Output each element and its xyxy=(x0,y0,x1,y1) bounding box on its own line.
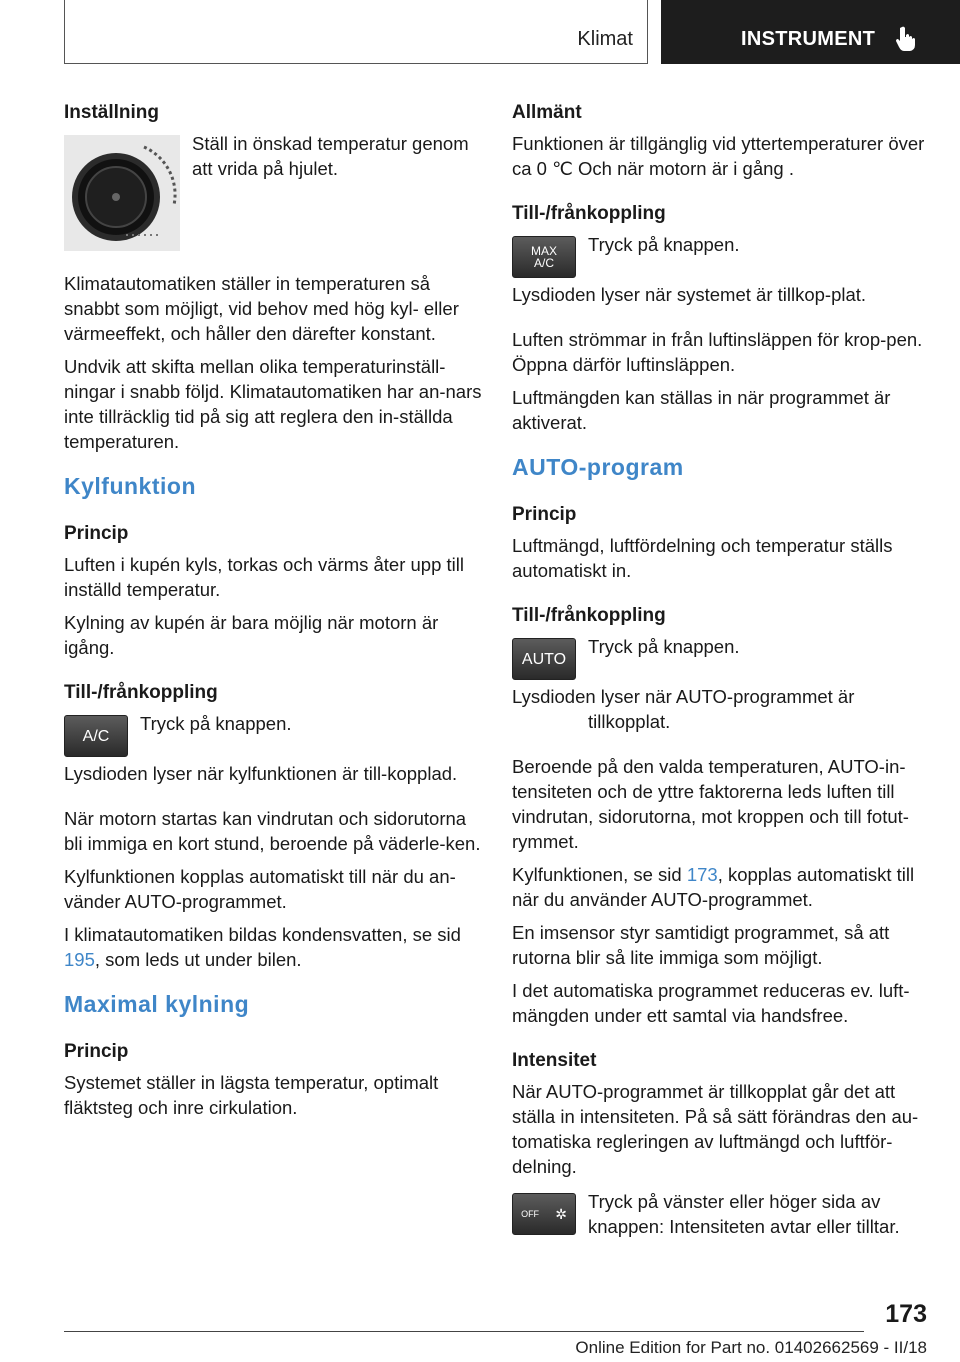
max-paragraph-1: Luften strömmar in från luftinsläppen för krop-pen. Öppna därför luftinsläppen. xyxy=(512,329,923,375)
auto-step-1: Tryck på knappen. xyxy=(588,636,740,657)
auto-paragraph-4: I det automatiska programmet reduceras ev. luft-mängden under ett samtal via handsfree. xyxy=(512,980,910,1026)
allmant-title: Allmänt xyxy=(512,102,582,123)
installning-paragraph-1: Klimatautomatiken ställer in temperaturen så snabbt som möjligt, vid behov med hög kyl- eller värmeeffekt, och håller den därefter konstant. xyxy=(64,273,459,344)
kylfunktion-princip-p1: Luften i kupén kyls, torkas och värms åter upp till inställd temperatur. xyxy=(64,554,464,600)
max-step-2: Lysdioden lyser när systemet är tillkop-plat. xyxy=(512,284,867,305)
kylfunktion-paragraph-3: När motorn startas kan vindrutan och sidorutorna bli immiga en kort stund, beroende på väderle-ken. xyxy=(64,808,481,854)
auto-princip-p1: Luftmängd, luftfördelning och temperatur ställs automatiskt in. xyxy=(512,535,893,581)
auto-paragraph-3: En imsensor styr samtidigt programmet, så att rutorna blir så lite immiga som möjligt. xyxy=(512,922,890,968)
kylfunktion-paragraph-4: Kylfunktionen kopplas automatiskt till när du an-vänder AUTO-programmet. xyxy=(64,866,456,912)
page-link-195[interactable]: 195 xyxy=(64,949,95,970)
kylfunktion-heading: Kylfunktion xyxy=(64,473,196,499)
maximal-princip-title: Princip xyxy=(64,1041,129,1062)
maximal-heading: Maximal kylning xyxy=(64,991,250,1017)
maximal-princip-p1: Systemet ställer in lägsta temperatur, optimalt fläktsteg och inre cirkulation. xyxy=(64,1072,439,1118)
kylfunktion-princip-title: Princip xyxy=(64,523,129,544)
max-paragraph-2: Luftmängden kan ställas in när programmet är aktiverat. xyxy=(512,387,891,433)
allmant-paragraph: Funktionen är tillgänglig vid yttertemperaturer över ca 0 ℃ Och när motorn är i gång . xyxy=(512,133,925,179)
header-tab-instrument[interactable] xyxy=(661,0,960,64)
max-ac-button-figure xyxy=(512,232,932,278)
max-ac-button-image: MAX A/C xyxy=(512,236,576,278)
kylfunktion-step-1: Tryck på knappen. xyxy=(140,713,292,734)
intensity-button-figure xyxy=(512,1189,932,1247)
intensity-button-image xyxy=(512,1193,576,1235)
intensitet-title: Intensitet xyxy=(512,1050,597,1071)
page-number: 173 xyxy=(885,1300,927,1328)
page-link-173[interactable]: 173 xyxy=(686,864,718,885)
footer-edition: Online Edition for Part no. 01402662569 - II/18 xyxy=(575,1338,927,1357)
right-column xyxy=(512,100,932,1255)
intensitet-caption: Tryck på vänster eller höger sida av knappen: Intensiteten avtar eller tilltar. xyxy=(588,1191,900,1237)
left-column xyxy=(64,100,482,1128)
kylfunktion-toggle-title: Till-/frånkoppling xyxy=(64,682,218,703)
auto-princip-title: Princip xyxy=(512,504,577,525)
intensitet-paragraph: När AUTO-programmet är tillkopplat går det att ställa in intensiteten. På så sätt förändras den au-tomatiska regleringen av luftmängd och luftför-delning. xyxy=(512,1081,919,1177)
header-section-box xyxy=(64,0,648,64)
temperature-wheel-icon xyxy=(64,135,180,251)
auto-button-figure xyxy=(512,634,932,680)
intensity-off-label: OFF xyxy=(521,1208,540,1219)
temperature-wheel-figure xyxy=(64,131,482,251)
max-step-1: Tryck på knappen. xyxy=(588,234,740,255)
header-tab-label: INSTRUMENT xyxy=(741,28,876,50)
auto-step-2: Lysdioden lyser när AUTO-programmet är tillkopplat. xyxy=(512,686,855,732)
auto-heading: AUTO-program xyxy=(512,454,684,480)
installning-caption: Ställ in önskad temperatur genom att vrida på hjulet. xyxy=(192,133,469,179)
max-toggle-title: Till-/frånkoppling xyxy=(512,203,666,224)
fan-icon: ✲ xyxy=(555,1205,567,1222)
auto-paragraph-1: Beroende på den valda temperaturen, AUTO-in-tensiteten och de yttre faktorerna leds luften till vindrutan, sidorutorna, mot kroppen och till fotut-rymmet. xyxy=(512,756,909,852)
pointing-hand-icon xyxy=(893,24,921,52)
auto-toggle-title: Till-/frånkoppling xyxy=(512,605,666,626)
header-section-title: Klimat xyxy=(577,28,633,50)
footer-divider xyxy=(64,1331,864,1332)
kylfunktion-princip-p2: Kylning av kupén är bara möjlig när motorn är igång. xyxy=(64,612,439,658)
installning-title: Inställning xyxy=(64,102,159,123)
installning-paragraph-2: Undvik att skifta mellan olika temperaturinställ-ningar i snabb följd. Klimatautomatiken har an-nars inte tillräcklig tid på sig att reglera den in-ställda temperaturen. xyxy=(64,356,482,452)
ac-button-image: A/C xyxy=(64,715,128,757)
ac-button-figure xyxy=(64,711,482,757)
auto-button-image: AUTO xyxy=(512,638,576,680)
kylfunktion-paragraph-5: I klimatautomatiken bildas kondensvatten, se sid 195, som leds ut under bilen. xyxy=(64,924,461,970)
kylfunktion-step-2: Lysdioden lyser när kylfunktionen är till-kopplad. xyxy=(64,763,458,784)
auto-paragraph-2: Kylfunktionen, se sid 173, kopplas automatiskt till när du använder AUTO-programmet. xyxy=(512,864,915,910)
